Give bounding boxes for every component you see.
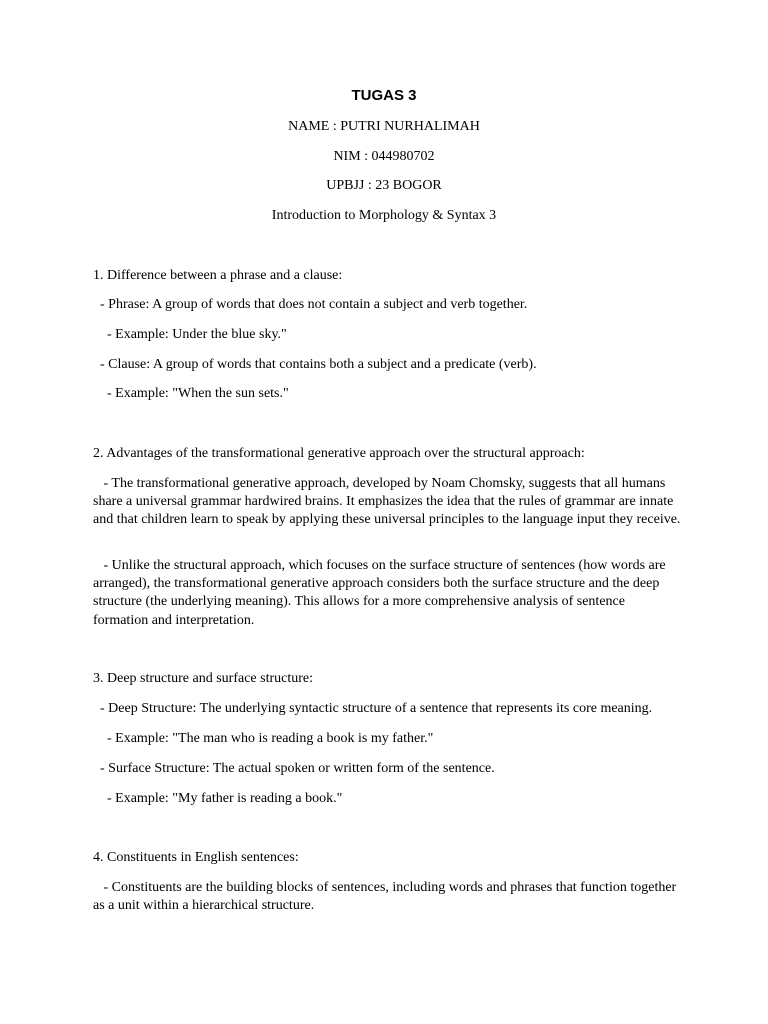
section-1-paragraph: - Example: "When the sun sets." [93, 386, 289, 401]
section-2-heading: 2. Advantages of the transformational generative approach over the structural approach: [93, 446, 585, 461]
section-4-heading: 4. Constituents in English sentences: [93, 850, 299, 865]
student-name: NAME : PUTRI NURHALIMAH [288, 119, 480, 134]
section-1-paragraph: - Example: Under the blue sky." [93, 327, 287, 342]
section-4-paragraph: - Constituents are the building blocks of sentences, including words and phrases that function together as a unit within a hierarchical structure. [93, 880, 680, 914]
student-upbjj: UPBJJ : 23 BOGOR [326, 178, 442, 193]
section-2-paragraph: - Unlike the structural approach, which focuses on the surface structure of sentences (how words are arranged), the transformational generative approach considers both the surface structure and the deep structure (the underlying meaning). This allows for a more comprehensive analysis of sentence formation and interpretation. [93, 558, 670, 628]
section-3-paragraph: - Example: "The man who is reading a book is my father." [93, 731, 434, 746]
section-1-paragraph: - Clause: A group of words that contains both a subject and a predicate (verb). [93, 357, 537, 372]
course-title: Introduction to Morphology & Syntax 3 [271, 208, 497, 223]
section-3-paragraph: - Surface Structure: The actual spoken or written form of the sentence. [93, 761, 495, 776]
section-3-paragraph: - Example: "My father is reading a book." [93, 791, 343, 806]
section-3-heading: 3. Deep structure and surface structure: [93, 671, 314, 686]
section-1-heading: 1. Difference between a phrase and a clause: [93, 268, 343, 283]
section-1-paragraph: - Phrase: A group of words that does not contain a subject and verb together. [93, 297, 528, 312]
document-title: TUGAS 3 [351, 87, 417, 104]
section-3-paragraph: - Deep Structure: The underlying syntactic structure of a sentence that represents its core meaning. [93, 701, 653, 716]
student-nim: NIM : 044980702 [333, 149, 435, 164]
section-2-paragraph: - The transformational generative approach, developed by Noam Chomsky, suggests that all humans share a universal grammar hardwired brains. It emphasizes the idea that the rules of grammar are innate and that children learn to speak by applying these universal principles to the language input they receive. [93, 476, 681, 528]
